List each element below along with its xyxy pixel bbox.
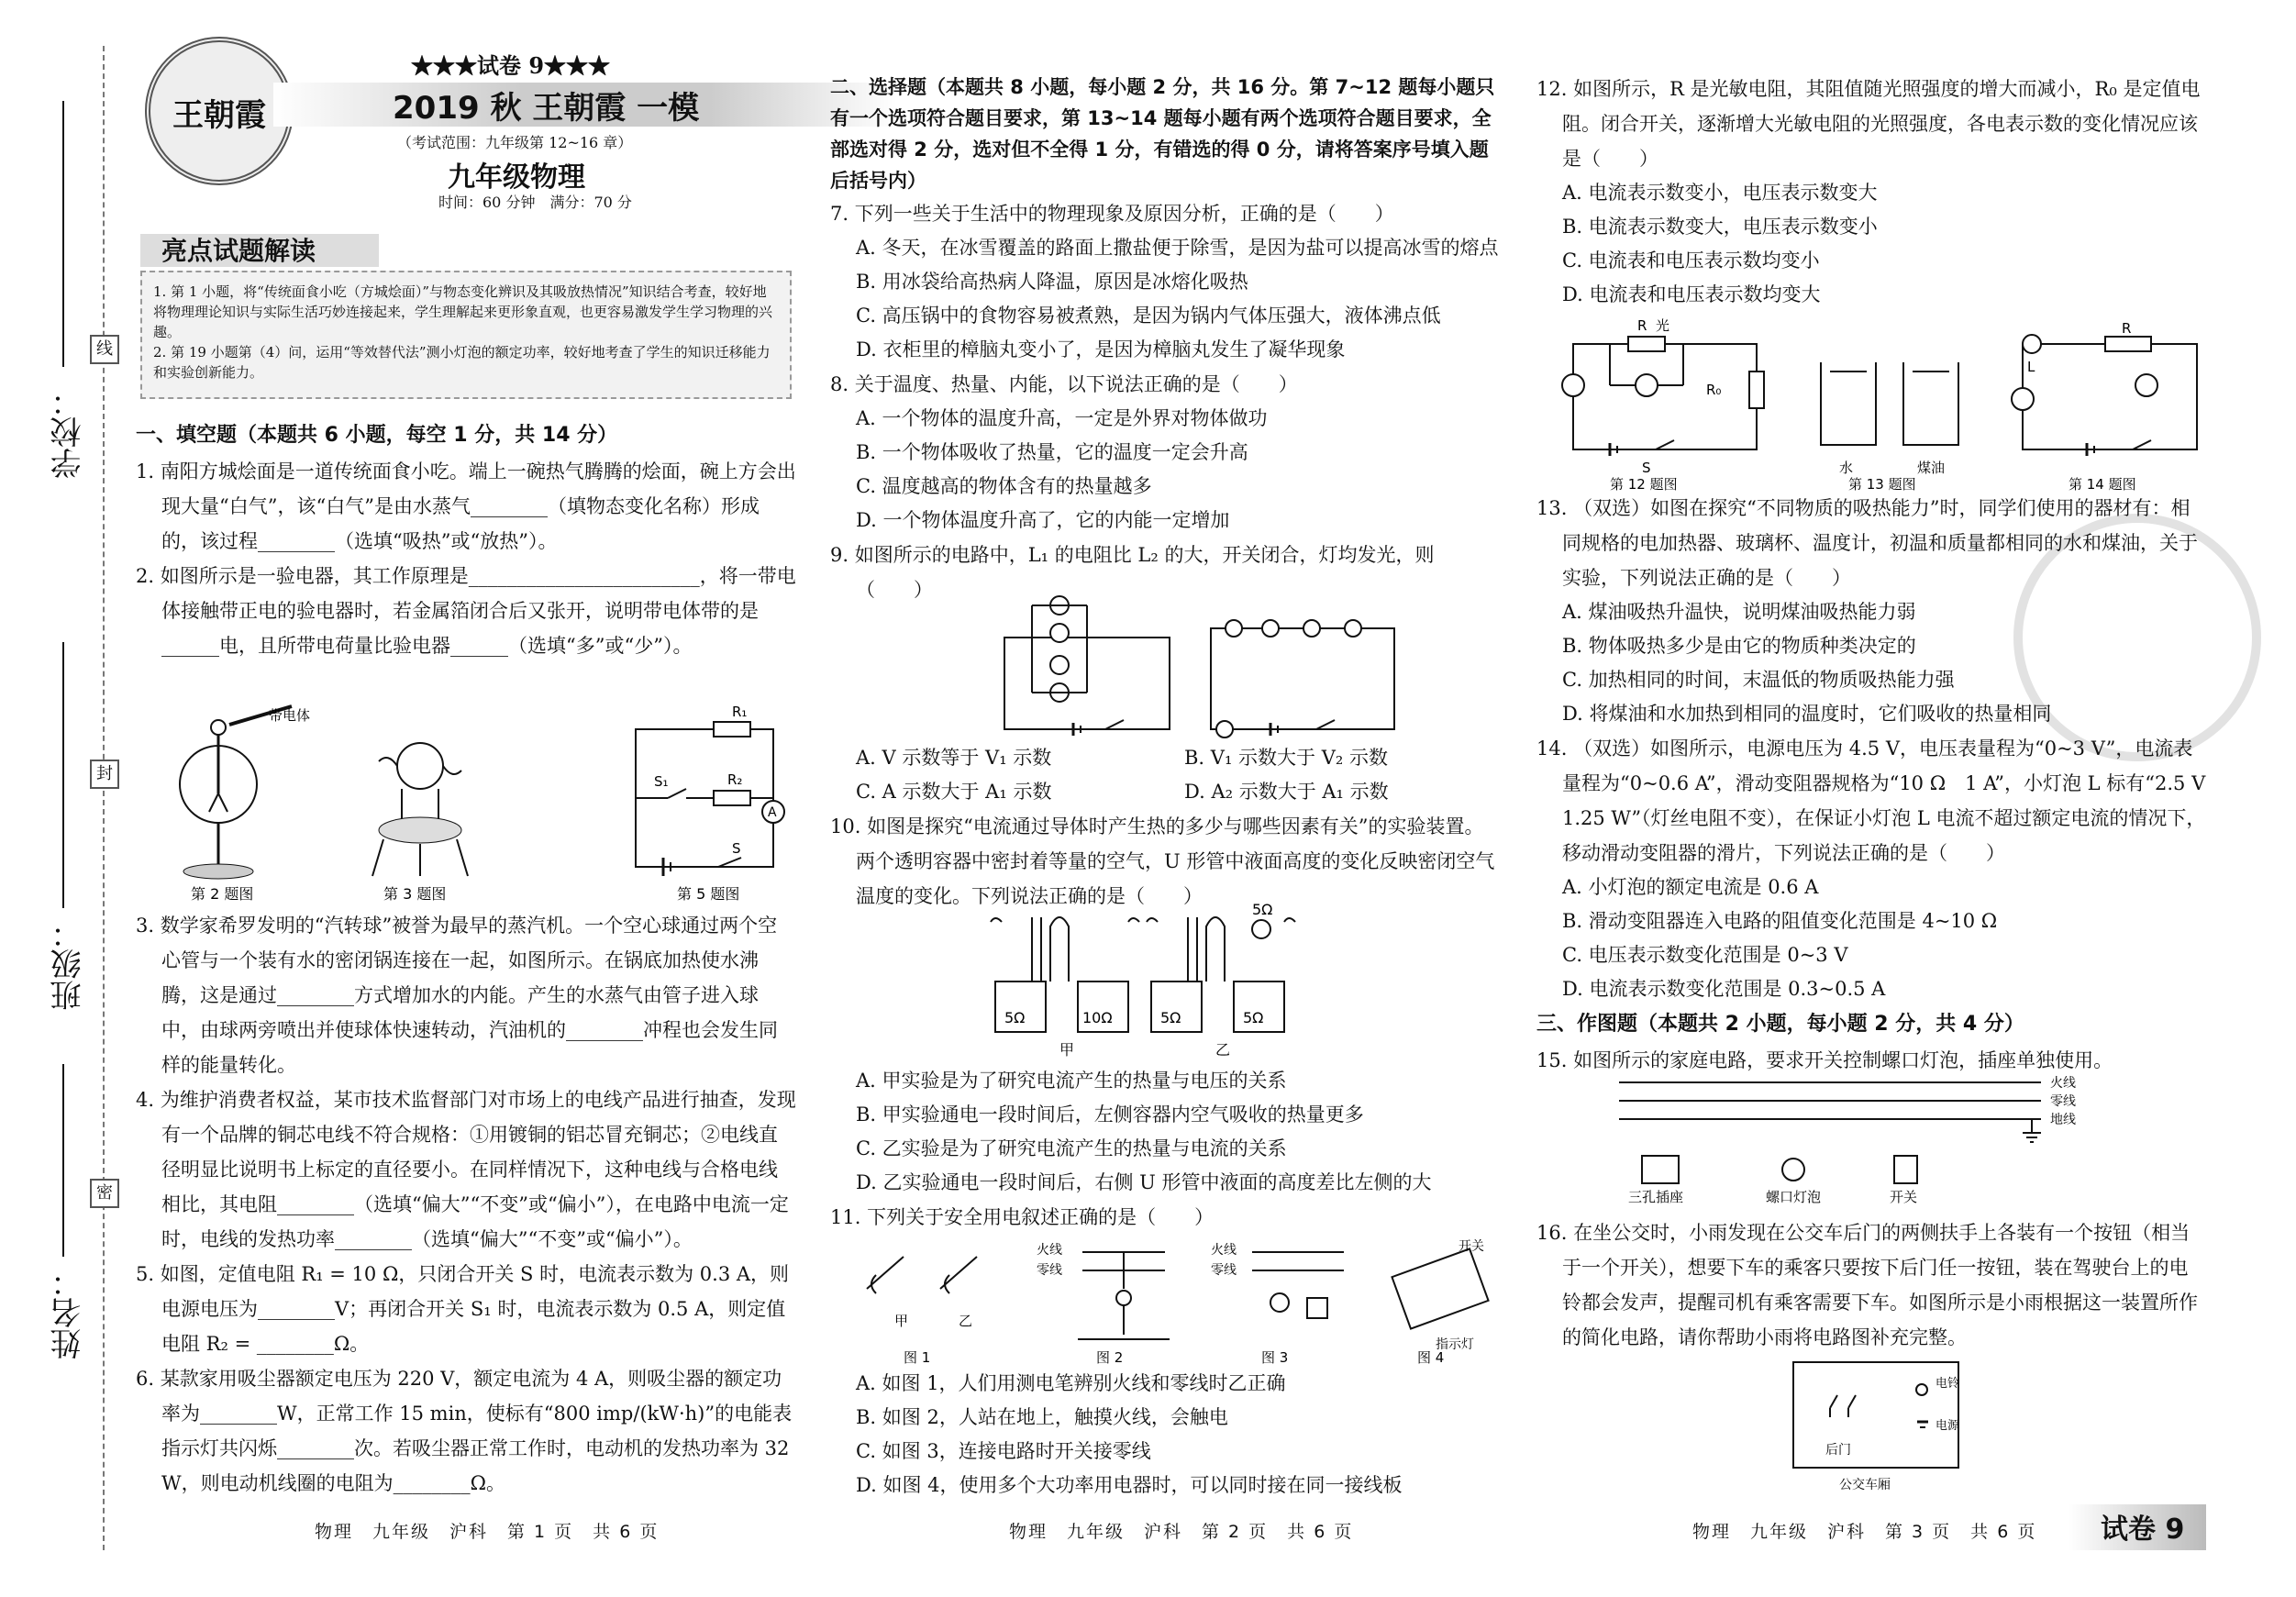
q10-r5-b: 5Ω <box>1160 1009 1181 1026</box>
fig5-caption: 第 5 题图 <box>677 885 740 903</box>
q14-r-label: R <box>2122 320 2132 337</box>
highlight-title: 亮点试题解读 <box>161 236 316 266</box>
page-footer-1: 物理 九年级 沪科 第 1 页 共 6 页 <box>315 1522 660 1542</box>
q11-yi: 乙 <box>959 1313 973 1329</box>
name-blank <box>62 1064 64 1257</box>
logo-badge <box>145 37 294 185</box>
q8-option-b: B. 一个物体吸收了热量，它的温度一定会升高 <box>856 441 1248 463</box>
class-label: 班级： <box>50 917 87 1011</box>
fig12-caption: 第 12 题图 <box>1610 476 1678 491</box>
question-14: 14. （双选）如图所示，电源电压为 4.5 V，电压表量程为“0~3 V”，电流表量程为“0~0.6 A”，滑动变阻器规格为“10 Ω 1 A”，小灯泡 L 标有“2.5 V 1.25 W”（灯丝电阻不变），在保证小灯泡 L 电流不超过额定电流的情况下，移动滑动变阻器的滑片，下列说法正确的是（ ） <box>1536 738 2225 864</box>
fig2-caption: 第 2 题图 <box>191 885 254 903</box>
cut-line <box>103 46 105 1550</box>
question-16: 16. 在坐公交时，小雨发现在公交车后门的两侧扶手上各装有一个按钮（相当于一个开关），想要下车的乘客只要按下后门任一按钮，装在驾驶台上的电铃都会发声，提醒司机有乘客需要下车。如图所示是小雨根据这一装置所作的简化电路，请你帮助小雨将电路图补充完整。 <box>1536 1222 2198 1348</box>
school-blank <box>62 101 64 367</box>
q10-option-d: D. 乙实验通电一段时间后，右侧 U 形管中液面的高度差比左侧的大 <box>856 1171 1432 1193</box>
figures-q2-q3-q5 <box>154 702 796 904</box>
question-11: 11. 下列关于安全用电叙述正确的是（ ） <box>830 1206 1215 1228</box>
q14-option-c: C. 电压表示数变化范围是 0~3 V <box>1562 944 1848 966</box>
q9-circuits <box>995 592 1426 738</box>
q8-option-d: D. 一个物体温度升高了，它的内能一定增加 <box>856 509 1230 531</box>
q7-option-b: B. 用冰袋给高热病人降温，原因是冰熔化吸热 <box>856 271 1248 293</box>
school-label: 学校： <box>50 385 87 479</box>
section-3-title: 三、作图题（本题共 2 小题，每小题 2 分，共 4 分） <box>1536 1013 2024 1036</box>
time-score: 时间：60 分钟 满分：70 分 <box>438 194 632 211</box>
q7-option-c: C. 高压锅中的食物容易被煮熟，是因为锅内气体压强大，液体沸点低 <box>856 305 1441 327</box>
q10-r5-c: 5Ω <box>1243 1009 1264 1026</box>
seal-line: 线 <box>90 335 119 364</box>
q12-r0-label: R₀ <box>1706 382 1722 398</box>
question-1: 1. 南阳方城烩面是一道传统面食小吃。端上一碗热气腾腾的烩面，碗上方会出现大量“白气”，该“白气”是由水蒸气________（填物态变化名称）形成的，该过程________（选填“吸热”或“放热”）。 <box>136 460 796 552</box>
q15-ground: 地线 <box>2050 1113 2076 1127</box>
electroscope-figure <box>180 706 292 879</box>
q11-cap2: 图 2 <box>1096 1349 1124 1366</box>
fig14-caption: 第 14 题图 <box>2069 476 2136 491</box>
q12-option-c: C. 电流表和电压表示数均变小 <box>1562 250 1820 272</box>
q15-zero: 零线 <box>2050 1094 2076 1109</box>
question-13: 13. （双选）如图在探究“不同物质的吸热能力”时，同学们使用的器材有：相同规格的电加热器、玻璃杯、温度计，初温和质量都相同的水和煤油，关于实验，下列说法正确的是（ ） <box>1536 497 2198 589</box>
q16-bell: 电铃 <box>1936 1377 1960 1391</box>
r2-label: R₂ <box>727 771 743 788</box>
q11-fire-2: 火线 <box>1211 1243 1237 1258</box>
seal-seal: 封 <box>90 760 119 789</box>
circuit-q5 <box>636 722 784 876</box>
column-1 <box>136 0 796 1597</box>
q11-indicator: 指示灯 <box>1436 1337 1474 1352</box>
q11-cap3: 图 3 <box>1261 1349 1289 1366</box>
q12-r-label: R <box>1637 317 1647 334</box>
q13-option-d: D. 将煤油和水加热到相同的温度时，它们吸收的热量相同 <box>1562 703 2052 725</box>
ammeter-label: A <box>768 805 777 820</box>
question-9: 9. 如图所示的电路中，L₁ 的电阻比 L₂ 的大，开关闭合，灯均发光，则（ ） <box>830 544 1435 601</box>
q16-bus-circuit <box>1789 1358 1972 1495</box>
q13-option-c: C. 加热相同的时间，末温低的物质吸热能力强 <box>1562 669 1955 691</box>
exam-range: （考试范围：九年级第 12~16 章） <box>397 134 633 151</box>
question-10: 10. 如图是探究“电流通过导体时产生热的多少与哪些因素有关”的实验装置。两个透明容器中密封着等量的空气，U 形管中液面高度的变化反映密闭空气温度的变化。下列说法正确的是（ ） <box>830 815 1495 907</box>
q9-option-d: D. A₂ 示数大于 A₁ 示数 <box>1184 781 1389 803</box>
page-footer-2: 物理 九年级 沪科 第 2 页 共 6 页 <box>1009 1522 1354 1542</box>
q10-yi: 乙 <box>1215 1041 1231 1059</box>
q11-cap1: 图 1 <box>904 1349 931 1366</box>
question-8: 8. 关于温度、热量、内能，以下说法正确的是（ ） <box>830 373 1298 395</box>
question-15: 15. 如图所示的家庭电路，要求开关控制螺口灯泡，插座单独使用。 <box>1536 1049 2113 1071</box>
q7-option-a: A. 冬天，在冰雪覆盖的路面上撒盐便于除雪，是因为盐可以提高冰雪的熔点 <box>856 237 1499 259</box>
question-4: 4. 为维护消费者权益，某市技术监督部门对市场上的电线产品进行抽查，发现有一个品牌的铜芯电线不符合规格：①用镀铜的铝芯冒充铜芯；②电线直径明显比说明书上标定的直径要小。在同样情况下，这种电线与合格电线相比，其电阻________（选填“偏大”“不变”或“偏小”），在电路中电流一定时，电线的发热功率________（选填“偏大”“不变”或“偏小”）。 <box>136 1089 796 1250</box>
highlight-box <box>140 271 792 399</box>
binding-margin <box>0 0 113 1597</box>
q16-bus: 公交车厢 <box>1839 1478 1891 1492</box>
q14-option-b: B. 滑动变阻器连入电路的阻值变化范围是 4~10 Ω <box>1562 910 1998 932</box>
q16-door: 后门 <box>1825 1443 1851 1458</box>
q13-kerosene-label: 煤油 <box>1917 460 1946 476</box>
r1-label: R₁ <box>732 704 748 720</box>
q13-option-b: B. 物体吸热多少是由它的物质种类决定的 <box>1562 635 1916 657</box>
q15-bulb: 螺口灯泡 <box>1766 1189 1822 1205</box>
q11-fire-1: 火线 <box>1037 1243 1062 1258</box>
q12-s-label: S <box>1642 460 1651 476</box>
q10-apparatus <box>986 904 1426 1059</box>
q15-socket: 三孔插座 <box>1628 1189 1684 1205</box>
question-7: 7. 下列一些关于生活中的物理现象及原因分析，正确的是（ ） <box>830 203 1394 225</box>
q11-cap4: 图 4 <box>1417 1349 1445 1366</box>
column-3 <box>1536 0 2225 1597</box>
question-6: 6. 某款家用吸尘器额定电压为 220 V，额定电流为 4 A，则吸尘器的额定功率为________W，正常工作 15 min，使标有“800 imp/(kW·h)”的电能表指示灯共闪烁________次。若吸尘器正常工作时，电动机的发热功率为 32 W，则电动机线圈的电阻为________Ω。 <box>136 1368 793 1494</box>
q15-home-circuit <box>1610 1069 2124 1206</box>
question-3: 3. 数学家希罗发明的“汽转球”被誉为最早的蒸汽机。一个空心球通过两个空心管与一个装有水的密闭锅连接在一起，如图所示。在锅底加热使水沸腾，这是通过________方式增加水的内能。产生的水蒸气由管子进入球中，由球两旁喷出并使球体快速转动，汽油机的________冲程也会发生同样的能量转化。 <box>136 915 778 1076</box>
exam-title: 2019 秋 王朝霞 一模 <box>393 90 700 127</box>
q10-option-a: A. 甲实验是为了研究电流产生的热量与电压的关系 <box>856 1070 1287 1092</box>
q9-option-a: A. V 示数等于 V₁ 示数 <box>856 747 1052 769</box>
section-2-title: 二、选择题（本题共 8 小题，每小题 2 分，共 16 分。第 7~12 题每小题只有一个选项符合题目要求，第 13~14 题每小题有两个选项符合题目要求，全部选对得 2 分，选对但不全得 1 分，有错选的得 0 分，请将答案序号填入题后括号内） <box>830 76 1495 192</box>
corner-paper-label: 试卷 9 <box>2101 1514 2185 1546</box>
charged-body-label: 带电体 <box>269 707 311 724</box>
paper-number: ★★★试卷 9★★★ <box>411 52 611 79</box>
q10-r10: 10Ω <box>1082 1009 1113 1026</box>
s-label: S <box>732 840 741 857</box>
q10-r5-left: 5Ω <box>1004 1009 1026 1026</box>
q10-jia: 甲 <box>1059 1041 1075 1059</box>
q8-option-c: C. 温度越高的物体含有的热量越多 <box>856 475 1152 497</box>
highlight-item-2: 2. 第 19 小题第（4）问，运用“等效替代法”测小灯泡的额定功率，较好地考查了学生的知识迁移能力和实验创新能力。 <box>153 344 771 381</box>
q11-zero-2: 零线 <box>1211 1263 1237 1278</box>
q12-light-label: 光 <box>1656 317 1670 334</box>
section-1-title: 一、填空题（本题共 6 小题，每空 1 分，共 14 分） <box>136 424 618 447</box>
fig13-caption: 第 13 题图 <box>1848 476 1916 491</box>
q12-q14-figures <box>1555 316 2206 491</box>
highlight-item-1: 1. 第 1 小题，将“传统面食小吃（方城烩面）”与物态变化辨识及其吸放热情况”知识结合考查，较好地将物理理论知识与实际生活巧妙连接起来，学生理解起来更形象直观，也更容易激发学生学习物理的兴趣。 <box>153 283 773 340</box>
column-2 <box>830 0 1500 1597</box>
q13-option-a: A. 煤油吸热升温快，说明煤油吸热能力弱 <box>1562 601 1916 623</box>
name-label: 姓名： <box>50 1266 87 1359</box>
q16-power: 电源 <box>1936 1419 1960 1433</box>
q12-option-a: A. 电流表示数变小，电压表示数变大 <box>1562 182 1878 204</box>
q14-l-label: L <box>2027 359 2035 375</box>
q8-option-a: A. 一个物体的温度升高，一定是外界对物体做功 <box>856 407 1268 429</box>
q7-option-d: D. 衣柜里的樟脑丸变小了，是因为樟脑丸发生了凝华现象 <box>856 338 1346 360</box>
question-2: 2. 如图所示是一验电器，其工作原理是________________________，将一带电体接触带正电的验电器时，若金属箔闭合后又张开，说明带电体带的是______电，且所带电荷量比验电器______（选填“多”或“少”）。 <box>136 565 796 657</box>
subject-title: 九年级物理 <box>448 161 585 194</box>
fig3-caption: 第 3 题图 <box>383 885 447 903</box>
q12-option-b: B. 电流表示数变大，电压表示数变小 <box>1562 216 1878 238</box>
seal-dense: 密 <box>90 1179 119 1208</box>
s1-label: S₁ <box>654 773 669 790</box>
page-footer-3: 物理 九年级 沪科 第 3 页 共 6 页 <box>1692 1522 2037 1542</box>
q11-switch: 开关 <box>1459 1239 1484 1254</box>
q15-switch: 开关 <box>1890 1189 1918 1205</box>
q11-figures <box>849 1234 1500 1367</box>
q10-option-b: B. 甲实验通电一段时间后，左侧容器内空气吸收的热量更多 <box>856 1103 1364 1126</box>
aeolipile-figure <box>372 743 468 876</box>
q11-option-a: A. 如图 1，人们用测电笔辨别火线和零线时乙正确 <box>856 1372 1286 1394</box>
q12-option-d: D. 电流表和电压表示数均变大 <box>1562 283 1821 305</box>
question-12: 12. 如图所示，R 是光敏电阻，其阻值随光照强度的增大而减小，R₀ 是定值电阻。闭合开关，逐渐增大光敏电阻的光照强度，各电表示数的变化情况应该是（ ） <box>1536 78 2201 170</box>
q11-option-c: C. 如图 3，连接电路时开关接零线 <box>856 1440 1151 1462</box>
question-5: 5. 如图，定值电阻 R₁ = 10 Ω，只闭合开关 S 时，电流表示数为 0.3 A，则电源电压为________V；再闭合开关 S₁ 时，电流表示数为 0.5 A，则定值电阻 R₂ = ________Ω。 <box>136 1263 790 1355</box>
q10-r5-top: 5Ω <box>1252 904 1273 918</box>
logo-text: 王朝霞 <box>172 97 266 134</box>
q11-option-d: D. 如图 4，使用多个大功率用电器时，可以同时接在同一接线板 <box>856 1474 1403 1496</box>
q11-jia: 甲 <box>894 1313 909 1329</box>
q14-option-d: D. 电流表示数变化范围是 0.3~0.5 A <box>1562 978 1886 1000</box>
q15-fire: 火线 <box>2050 1076 2076 1091</box>
q11-zero-1: 零线 <box>1037 1263 1062 1278</box>
q11-option-b: B. 如图 2，人站在地上，触摸火线，会触电 <box>856 1406 1228 1428</box>
q10-option-c: C. 乙实验是为了研究电流产生的热量与电流的关系 <box>856 1137 1287 1159</box>
q9-option-c: C. A 示数大于 A₁ 示数 <box>856 781 1052 803</box>
class-blank <box>62 642 64 908</box>
q14-option-a: A. 小灯泡的额定电流是 0.6 A <box>1562 876 1819 898</box>
q9-option-b: B. V₁ 示数大于 V₂ 示数 <box>1184 747 1388 769</box>
q13-water-label: 水 <box>1839 460 1854 476</box>
